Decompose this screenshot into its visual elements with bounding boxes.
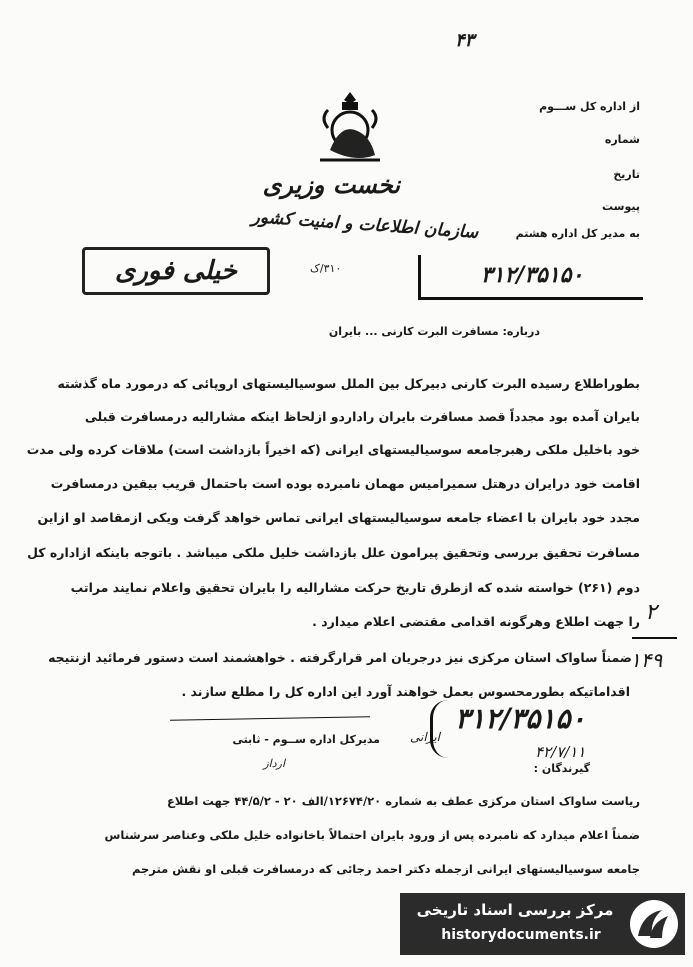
serial-handwritten: ۳۱۲/۳۵۱۵۰	[455, 702, 586, 735]
signature-initials: ایرانی	[410, 730, 440, 744]
footer-line: ریاست ساواک استان مرکزی عطف به شماره ۱۲۶۷۴/۲۰/الف ۲۰ - ۴۴/۵/۲ جهت اطلاع	[166, 794, 640, 808]
body-line: را جهت اطلاع وهرگونه اقدامی مقتضی اعلام میدارد .	[312, 614, 640, 629]
body-line: مجدد خود بایران با اعضاء جامعه سوسیالیستهای ایرانی تماس خواهد گرفت ویکی ازمقاصد او ازاین	[37, 510, 640, 525]
archive-logo-icon	[628, 898, 680, 950]
urgency-stamp	[82, 247, 270, 295]
body-line: اقامت خود درایران درهتل سمیرامیس مهمان نامبرده بوده است باحتمال قریب بیقین درمسافرت	[50, 476, 640, 491]
serial-handwritten-bracket	[430, 700, 453, 758]
body-line: بطوراطلاع رسیده البرت کارنی دبیرکل بین الملل سوسیالیستهای اروپائی که درمورد ماه گذشته	[57, 376, 640, 391]
body-line: خود باخلیل ملکی رهبرجامعه سوسیالیستهای ایرانی (که اخیراً بازداشت است) ملاقات کرده ولی مدت	[26, 442, 640, 457]
lion-and-sun-emblem	[300, 90, 400, 170]
signature-scribble: ارداز	[263, 757, 285, 770]
receivers-date: ۴۲/۷/۱۱	[535, 743, 586, 761]
office-ref-code: ۳۱۰/ک	[310, 262, 342, 275]
urgency-stamp-text: خیلی فوری	[114, 256, 237, 286]
body-line: بایران آمده بود مجدداً قصد مسافرت بایران راداردو ازلحاظ اینکه مشارالیه درمسافرت قبلی	[84, 409, 640, 424]
serial-stamp-text: ۳۱۲/۳۵۱۵۰	[480, 262, 584, 288]
footer-line: ضمناً اعلام میدارد که نامبرده پس از ورود بایران احتمالاً باخانواده خلیل ملکی وعناصر سرشناس	[104, 828, 640, 842]
header-date: تاریخ	[613, 168, 640, 181]
margin-note-divider	[632, 637, 677, 639]
office-subtitle: سازمان اطلاعات و امنیت کشور	[251, 207, 479, 243]
margin-note-bottom: ۱۴۹	[630, 648, 663, 672]
copy-note-line: اقداماتیکه بطورمحسوس بعمل خواهند آورد این اداره کل را مطلع سازند .	[181, 684, 630, 699]
receivers-label: گیرندگان :	[533, 762, 590, 775]
signature-line: مدیرکل اداره ســوم - ثابتی	[232, 733, 380, 746]
serial-stamp	[418, 255, 643, 300]
header-number: شماره	[604, 133, 640, 146]
copy-note-line: ضمناً ساواک استان مرکزی نیز درجریان امر قرارگرفته . خواهشمند است دستور فرمائید ازنتیجه	[48, 650, 632, 665]
header-from: از اداره کل ســـوم	[539, 100, 640, 113]
watermark-site: historydocuments.ir	[441, 927, 601, 943]
subject-line: درباره: مسافرت البرت کارنی ... بایران	[328, 325, 540, 338]
watermark-name: مرکز بررسی اسناد تاریخی	[416, 901, 614, 919]
page-mark: ۴۳	[455, 30, 475, 51]
signature-scribble-line	[170, 716, 370, 720]
watermark-bar	[400, 893, 685, 955]
office-title: نخست وزیری	[262, 170, 400, 199]
footer-line: جامعه سوسیالیستهای ایرانی ازجمله دکتر احمد رجائی که درمسافرت قبلی او نقش مترجم	[131, 862, 640, 876]
margin-note-top: ۲	[645, 600, 657, 625]
header-to: به مدیر کل اداره هشتم	[515, 227, 640, 240]
body-line: مسافرت تحقیق بررسی وتحقیق پیرامون علل بازداشت خلیل ملکی میباشد . باتوجه باینکه ازاداره کل	[27, 545, 640, 560]
body-line: دوم (۲۶۱) خواسته شده که ازطرق تاریخ حرکت مشارالیه را بایران تحقیق واعلام نمایند مراتب	[70, 580, 640, 595]
header-attachment: پیوست	[602, 200, 640, 213]
